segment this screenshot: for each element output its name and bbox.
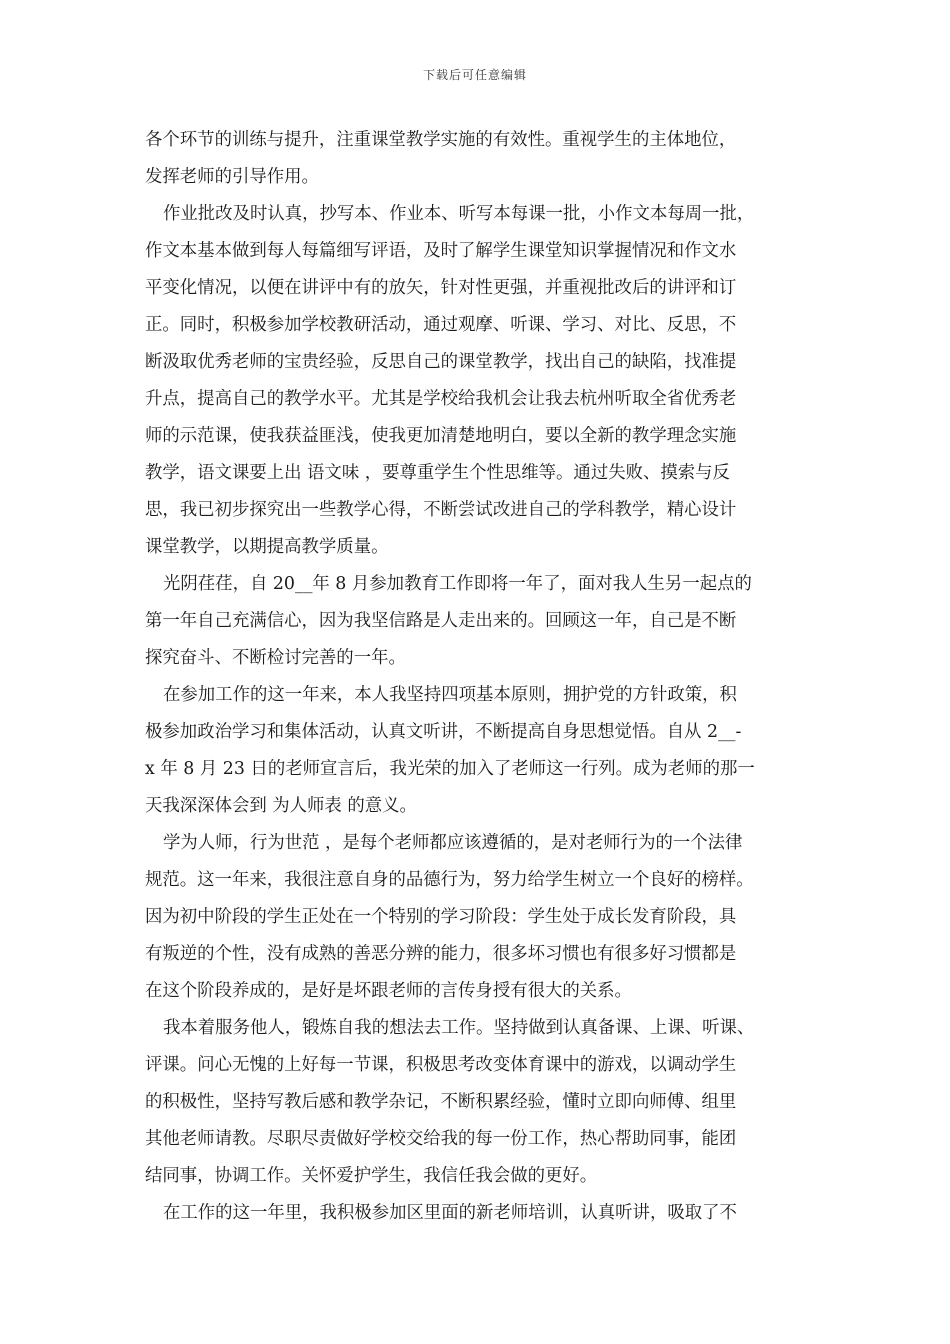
- page-header: 下载后可任意编辑: [422, 68, 527, 82]
- text-line: 第一年自己充满信心，因为我坚信路是人走出来的。回顾这一年，自己是不断: [145, 611, 737, 631]
- text-line: 的积极性，坚持写教后感和教学杂记，不断积累经验，懂时立即向师傅、组里: [145, 1092, 737, 1112]
- text-line: 极参加政治学习和集体活动，认真文听讲，不断提高自身思想觉悟。自从 2__-: [145, 722, 742, 742]
- text-line: 思，我已初步探究出一些教学心得，不断尝试改进自己的学科教学，精心设计: [145, 500, 737, 520]
- text-line: 在这个阶段养成的，是好是坏跟老师的言传身授有很大的关系。: [145, 981, 632, 1001]
- paragraph-first-line: 在工作的这一年里，我积极参加区里面的新老师培训，认真听讲，吸取了不: [163, 1203, 737, 1223]
- text-line: 发挥老师的引导作用。: [145, 167, 319, 187]
- text-line: 因为初中阶段的学生正处在一个特别的学习阶段：学生处于成长发育阶段，具: [145, 907, 737, 927]
- text-line: x 年 8 月 23 日的老师宣言后，我光荣的加入了老师这一行列。成为老师的那一: [145, 759, 755, 779]
- paragraph-first-line: 光阴荏荏，自 20__年 8 月参加教育工作即将一年了，面对我人生另一起点的: [163, 574, 752, 594]
- text-line: 各个环节的训练与提升，注重课堂教学实施的有效性。重视学生的主体地位，: [145, 130, 737, 150]
- paragraph-first-line: 在参加工作的这一年来，本人我坚持四项基本原则，拥护党的方针政策，积: [163, 685, 737, 705]
- paragraph-first-line: 我本着服务他人，锻炼自我的想法去工作。坚持做到认真备课、上课、听课、: [163, 1018, 755, 1038]
- paragraph-first-line: 作业批改及时认真，抄写本、作业本、听写本每课一批，小作文本每周一批，: [163, 204, 755, 224]
- text-line: 探究奋斗、不断检讨完善的一年。: [145, 648, 406, 668]
- text-line: 作文本基本做到每人每篇细写评语，及时了解学生课堂知识掌握情况和作文水: [145, 241, 737, 261]
- text-line: 有叛逆的个性，没有成熟的善恶分辨的能力，很多坏习惯也有很多好习惯都是: [145, 944, 737, 964]
- text-line: 断汲取优秀老师的宝贵经验，反思自己的课堂教学，找出自己的缺陷，找准提: [145, 352, 737, 372]
- text-line: 结同事，协调工作。关怀爱护学生，我信任我会做的更好。: [145, 1166, 598, 1186]
- text-line: 平变化情况，以便在讲评中有的放矢，针对性更强，并重视批改后的讲评和订: [145, 278, 737, 298]
- text-line: 教学，语文课要上出 语文味 ，要尊重学生个性思维等。通过失败、摸索与反: [145, 463, 730, 483]
- text-line: 规范。这一年来，我很注意自身的品德行为，努力给学生树立一个良好的榜样。: [145, 870, 754, 890]
- text-line: 课堂教学，以期提高教学质量。: [145, 537, 389, 557]
- text-line: 其他老师请教。尽职尽责做好学校交给我的每一份工作，热心帮助同事，能团: [145, 1129, 737, 1149]
- paragraph-first-line: 学为人师，行为世范 ，是每个老师都应该遵循的，是对老师行为的一个法律: [163, 833, 743, 853]
- text-line: 正。同时，积极参加学校教研活动，通过观摩、听课、学习、对比、反思，不: [145, 315, 737, 335]
- text-line: 师的示范课，使我获益匪浅，使我更加清楚地明白，要以全新的教学理念实施: [145, 426, 737, 446]
- text-line: 天我深深体会到 为人师表 的意义。: [145, 796, 417, 816]
- text-line: 评课。问心无愧的上好每一节课，积极思考改变体育课中的游戏，以调动学生: [145, 1055, 737, 1075]
- document-body: [145, 122, 810, 1232]
- text-line: 升点，提高自己的教学水平。尤其是学校给我机会让我去杭州听取全省优秀老: [145, 389, 737, 409]
